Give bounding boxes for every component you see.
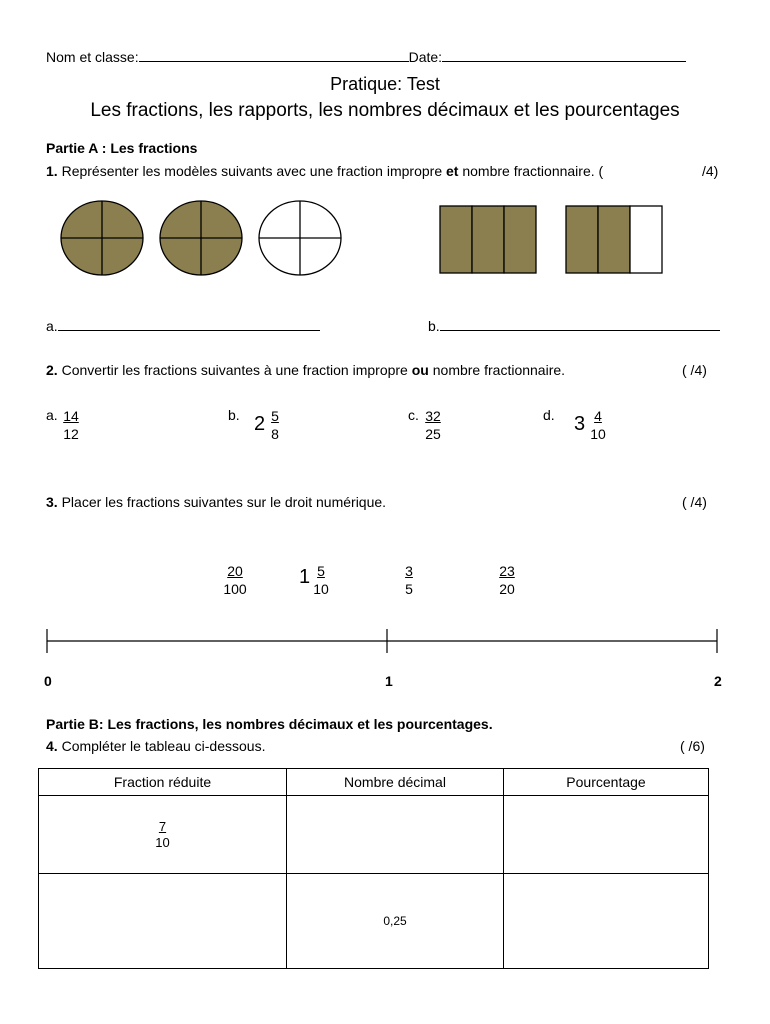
q2-item-b-whole: 2 (254, 413, 266, 435)
q3-fraction-3-den: 5 (405, 581, 413, 597)
cell-fraction-row1 (39, 796, 287, 874)
q1-text-after: nombre fractionnaire. ( (458, 163, 604, 179)
name-class-label: Nom et classe: (46, 49, 139, 65)
q4-score: ( /6) (680, 738, 705, 754)
q1-answer-b-blank[interactable] (440, 330, 720, 331)
q2-item-d-num: 4 (594, 408, 602, 424)
q1-number: 1. (46, 163, 58, 179)
table-header-row (39, 769, 709, 796)
question-3 (46, 494, 386, 510)
q1-answer-b-label: b. (428, 318, 440, 334)
q2-item-b-fraction (268, 407, 282, 443)
rect-model-2-part-1 (566, 206, 598, 273)
table-row (39, 874, 709, 969)
part-b-heading-prefix: Partie B (46, 716, 99, 732)
circle-models (61, 201, 341, 275)
q3-fraction-1-num: 20 (227, 563, 243, 579)
date-label: Date: (408, 49, 443, 65)
rect-model-1-part-1 (440, 206, 472, 273)
q2-item-a-num: 14 (63, 408, 79, 424)
q3-fraction-1-den: 100 (223, 581, 247, 597)
q1-score: /4) (702, 163, 719, 179)
q2-item-c-fraction (422, 407, 444, 443)
q3-fraction-4-num: 23 (499, 563, 515, 579)
rect-model-2-part-2 (598, 206, 630, 273)
q2-item-a-label: a. (46, 407, 58, 423)
question-4 (46, 738, 265, 754)
part-b-heading-rest: : Les fractions, les nombres décimaux et les pourcentages. (98, 716, 493, 732)
q2-item-a-den: 12 (63, 426, 79, 442)
q2-item-b-den: 8 (271, 426, 279, 442)
q1-answer-a-label: a. (46, 318, 58, 334)
q2-item-c-den: 25 (425, 426, 441, 442)
q2-item-b-label: b. (228, 407, 240, 423)
q3-text: Placer les fractions suivantes sur le droit numérique. (61, 494, 387, 510)
name-class-field (46, 49, 686, 65)
q2-item-d-den: 10 (590, 426, 606, 442)
date-blank[interactable] (442, 61, 686, 62)
q4-number: 4. (46, 738, 58, 754)
q3-fraction-3 (402, 562, 416, 598)
q2-item-d-fraction (588, 407, 608, 443)
q3-fraction-1 (220, 562, 250, 598)
q2-bold-word: ou (411, 362, 429, 378)
column-header-fraction: Fraction réduite (39, 769, 287, 796)
q1-bold-word: et (446, 163, 459, 179)
q3-fraction-2-whole: 1 (299, 566, 311, 588)
number-line-label-0: 0 (44, 673, 52, 689)
q1-text-before: Représenter les modèles suivants avec une fraction impropre (61, 163, 446, 179)
q3-fraction-4 (496, 562, 518, 598)
table-row (39, 796, 709, 874)
cell-decimal-row2: 0,25 (287, 874, 504, 969)
row1-fraction-num: 7 (158, 818, 167, 834)
rect-model-1-part-3 (504, 206, 536, 273)
part-a-heading: Partie A : Les fractions (46, 140, 198, 156)
number-line (0, 625, 770, 665)
cell-percent-row2[interactable] (504, 874, 709, 969)
column-header-decimal: Nombre décimal (287, 769, 504, 796)
page-subtitle: Les fractions, les rapports, les nombres décimaux et les pourcentages (90, 100, 680, 121)
name-class-blank[interactable] (139, 61, 409, 62)
q4-text: Compléter le tableau ci-dessous. (61, 738, 266, 754)
q3-fraction-4-den: 20 (499, 581, 515, 597)
q2-item-d-whole: 3 (574, 413, 586, 435)
q3-fraction-2 (311, 562, 331, 598)
number-line-label-1: 1 (385, 673, 393, 689)
q2-text-after: nombre fractionnaire. (428, 362, 566, 378)
rect-model-1-part-2 (472, 206, 504, 273)
part-b-heading (46, 716, 493, 732)
q1-answer-b (428, 318, 720, 334)
q2-item-c-num: 32 (425, 408, 441, 424)
cell-percent-row1[interactable] (504, 796, 709, 874)
q3-fraction-2-num: 5 (317, 563, 325, 579)
q1-models (0, 190, 770, 290)
row1-fraction (155, 819, 169, 851)
answer-table (38, 768, 709, 969)
q2-number: 2. (46, 362, 58, 378)
q2-item-b-num: 5 (271, 408, 279, 424)
q1-answer-a (46, 318, 320, 334)
rect-model-2-part-3 (630, 206, 662, 273)
number-line-label-2: 2 (714, 673, 722, 689)
cell-decimal-row1[interactable] (287, 796, 504, 874)
q3-number: 3. (46, 494, 58, 510)
q2-text-before: Convertir les fractions suivantes à une fraction impropre (61, 362, 412, 378)
rectangle-models (440, 206, 662, 273)
q3-fraction-3-num: 3 (405, 563, 413, 579)
q3-score: ( /4) (682, 494, 707, 510)
row1-fraction-den: 10 (155, 834, 170, 850)
q1-answer-a-blank[interactable] (58, 330, 320, 331)
q2-item-c-label: c. (408, 407, 419, 423)
q3-fraction-2-den: 10 (313, 581, 329, 597)
q2-item-d-label: d. (543, 407, 555, 423)
q2-item-a-fraction (60, 407, 82, 443)
column-header-percent: Pourcentage (504, 769, 709, 796)
page-title: Pratique: Test (330, 74, 440, 94)
q2-score: ( /4) (682, 362, 707, 378)
question-1 (46, 163, 603, 179)
question-2 (46, 362, 565, 378)
cell-fraction-row2[interactable] (39, 874, 287, 969)
